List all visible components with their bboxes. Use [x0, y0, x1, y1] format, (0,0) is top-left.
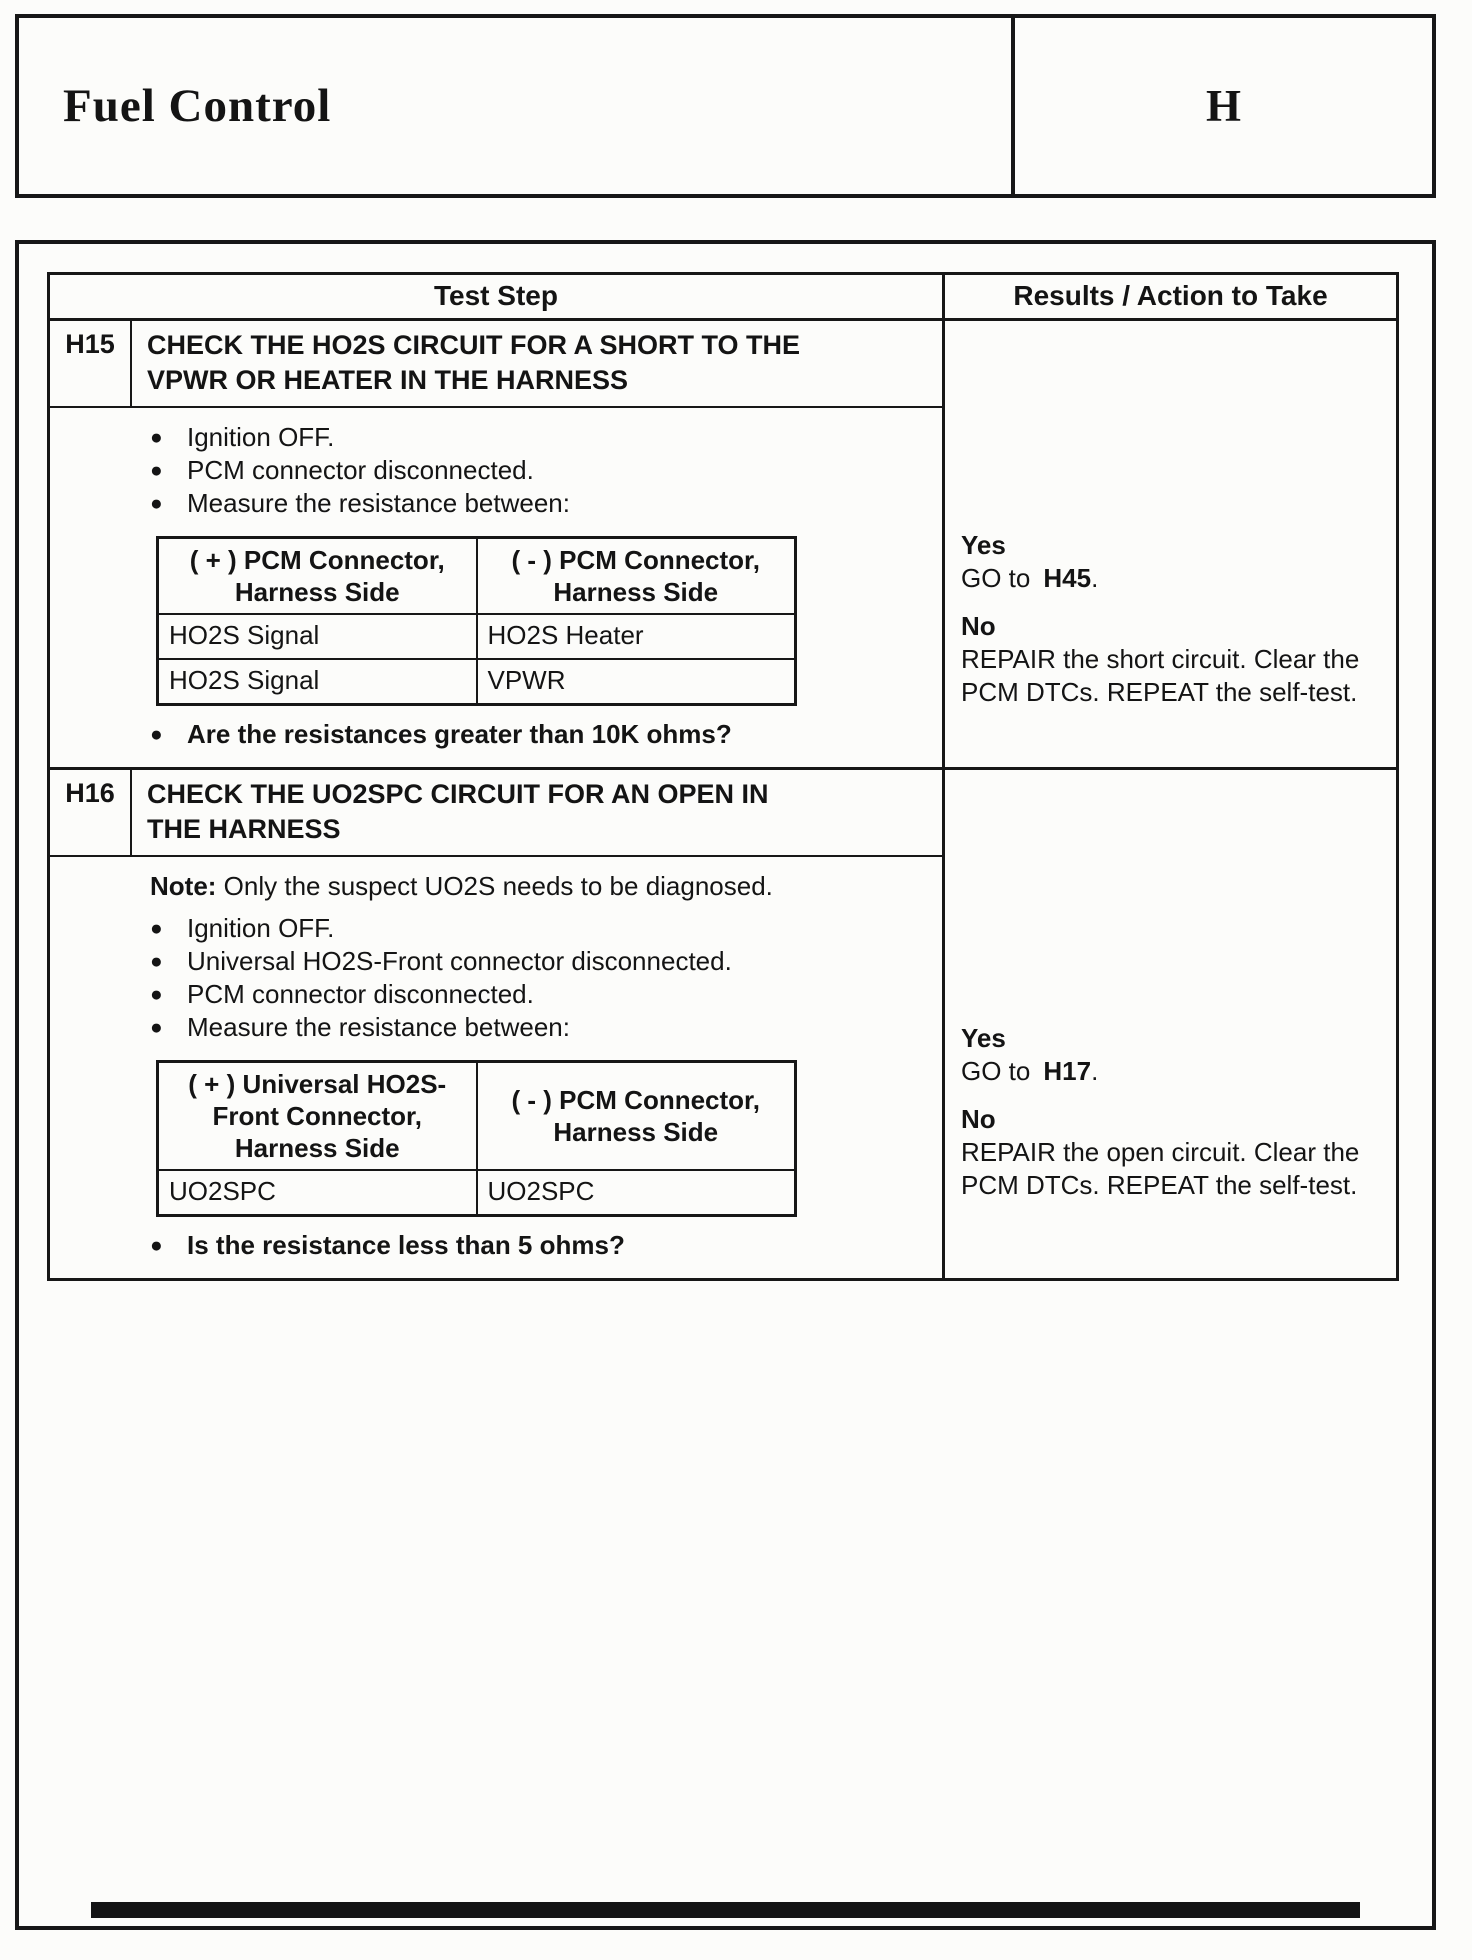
question-text: Are the resistances greater than 10K ohms? — [187, 719, 732, 749]
result-no-action: REPAIR the open circuit. Clear the PCM DTCs. REPEAT the self-test. — [961, 1137, 1360, 1200]
test-step-row-h16 — [50, 767, 1396, 1278]
section-letter: H — [1205, 81, 1241, 131]
bullet-icon: ● — [150, 950, 163, 973]
bullet-icon: ● — [150, 459, 163, 482]
measurement-cell: UO2SPC — [477, 1170, 796, 1216]
go-suffix: . — [1091, 563, 1099, 593]
content-box — [15, 240, 1436, 1930]
bullet-text: Measure the resistance between: — [187, 1012, 570, 1042]
measurement-cell: HO2S Signal — [158, 659, 477, 705]
step-title-text: CHECK THE UO2SPC CIRCUIT FOR AN OPEN IN THE HARNESS — [147, 779, 769, 844]
note-label: Note: — [150, 871, 217, 901]
list-item — [50, 1011, 930, 1044]
note-text: Only the suspect UO2S needs to be diagnosed. — [223, 871, 773, 901]
table-header-row — [50, 275, 1396, 318]
measurement-col-header: ( - ) PCM Connector, Harness Side — [477, 1062, 796, 1171]
step-id: H15 — [50, 321, 132, 406]
test-step-row-h15 — [50, 318, 1396, 767]
step-body — [50, 857, 942, 1278]
measurement-col-header: ( - ) PCM Connector, Harness Side — [477, 538, 796, 615]
list-item — [50, 487, 930, 520]
results-cell — [942, 321, 1396, 767]
step-question — [50, 1229, 930, 1262]
list-item — [50, 454, 930, 487]
go-prefix: GO to — [961, 1056, 1031, 1086]
bullet-text: PCM connector disconnected. — [187, 979, 534, 1009]
result-yes-label: Yes — [961, 1023, 1006, 1053]
measurement-col-header: ( + ) Universal HO2S-Front Connector, Harness Side — [158, 1062, 477, 1171]
step-title — [132, 770, 852, 855]
list-item — [50, 945, 930, 978]
question-text: Is the resistance less than 5 ohms? — [187, 1230, 625, 1260]
bullet-text: Ignition OFF. — [187, 422, 335, 452]
measurement-cell: VPWR — [477, 659, 796, 705]
list-item — [50, 978, 930, 1011]
column-header-test-step: Test Step — [434, 280, 558, 311]
table-row — [158, 538, 796, 615]
go-prefix: GO to — [961, 563, 1031, 593]
test-step-cell — [50, 770, 942, 1278]
column-header-results: Results / Action to Take — [942, 275, 1396, 318]
bullet-icon: ● — [150, 492, 163, 515]
step-body — [50, 408, 942, 767]
result-yes-action — [961, 562, 1386, 595]
step-id: H16 — [50, 770, 132, 855]
table-row — [158, 1062, 796, 1171]
measurement-cell: HO2S Heater — [477, 614, 796, 659]
go-suffix: . — [1091, 1056, 1099, 1086]
result-no-action: REPAIR the short circuit. Clear the PCM DTCs. REPEAT the self-test. — [961, 644, 1360, 707]
step-title-row — [50, 770, 942, 857]
table-row — [158, 659, 796, 705]
bullet-text: Measure the resistance between: — [187, 488, 570, 518]
diagnostic-table — [47, 272, 1399, 1281]
measurement-table — [156, 1060, 797, 1217]
measurement-table — [156, 536, 797, 706]
test-step-cell — [50, 321, 942, 767]
result-yes-label: Yes — [961, 530, 1006, 560]
page-footer-bar — [91, 1902, 1360, 1918]
bullet-text: PCM connector disconnected. — [187, 455, 534, 485]
measurement-cell: HO2S Signal — [158, 614, 477, 659]
result-yes-action — [961, 1055, 1386, 1088]
bullet-text: Universal HO2S-Front connector disconnected. — [187, 946, 732, 976]
measurement-col-header: ( + ) PCM Connector, Harness Side — [158, 538, 477, 615]
bullet-text: Ignition OFF. — [187, 913, 335, 943]
header-section-cell — [1011, 18, 1432, 194]
step-title-text: CHECK THE HO2S CIRCUIT FOR A SHORT TO THE VPWR OR HEATER IN THE HARNESS — [147, 330, 801, 395]
bullet-icon: ● — [150, 1016, 163, 1039]
header-title-cell — [19, 18, 1011, 194]
step-title-row — [50, 321, 942, 408]
go-target: H45 — [1043, 563, 1092, 593]
step-title — [132, 321, 852, 406]
table-row — [158, 1170, 796, 1216]
bullet-icon: ● — [150, 723, 163, 746]
step-note — [50, 870, 930, 903]
step-question — [50, 718, 930, 751]
bullet-icon: ● — [150, 426, 163, 449]
bullet-icon: ● — [150, 983, 163, 1006]
result-no-label: No — [961, 611, 996, 641]
go-target: H17 — [1043, 1056, 1092, 1086]
bullet-icon: ● — [150, 917, 163, 940]
results-cell — [942, 770, 1396, 1278]
measurement-cell: UO2SPC — [158, 1170, 477, 1216]
page-title: Fuel Control — [63, 80, 332, 132]
bullet-icon: ● — [150, 1234, 163, 1257]
result-no-label: No — [961, 1104, 996, 1134]
table-row — [158, 614, 796, 659]
list-item — [50, 912, 930, 945]
page-header — [15, 14, 1436, 198]
list-item — [50, 421, 930, 454]
